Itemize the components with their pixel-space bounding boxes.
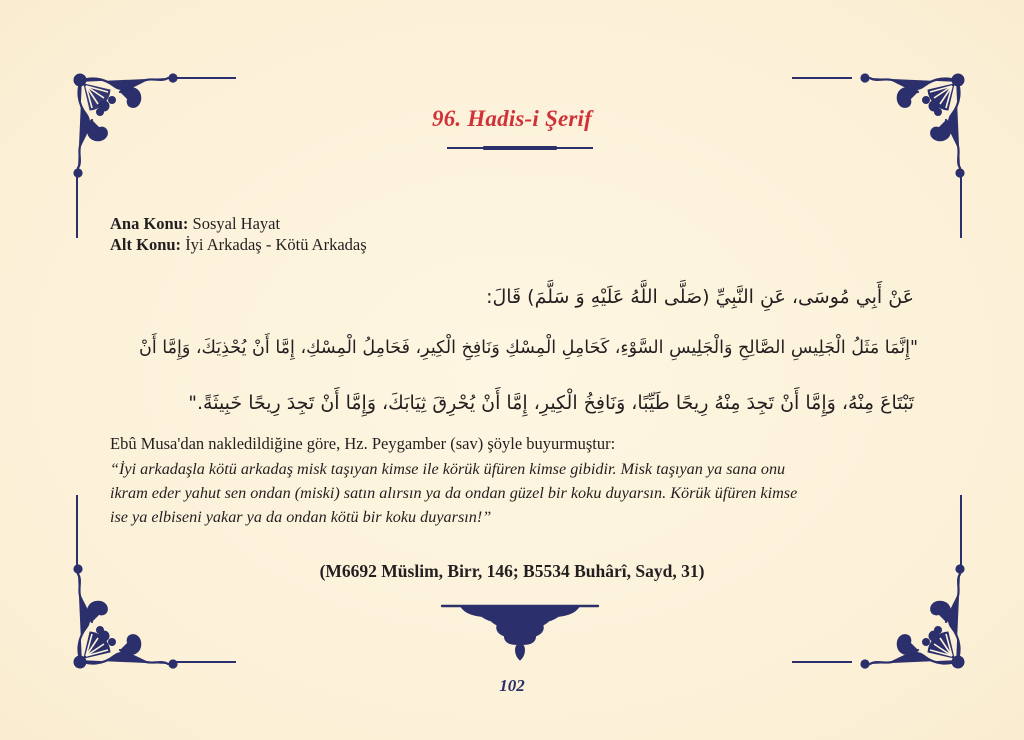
translation-quote-line-3: ise ya elbiseni yakar ya da ondan kötü bir koku duyarsın!” — [110, 508, 492, 526]
border-bottom-right-segment — [792, 661, 852, 663]
border-right-bottom-segment — [960, 495, 962, 565]
translation-intro: Ebû Musa'dan nakledildiğine göre, Hz. Peygamber (sav) şöyle buyurmuştur: — [110, 434, 616, 453]
knot-flourish-ornament — [440, 603, 600, 663]
translation-quote-line-1: “İyi arkadaşla kötü arkadaş misk taşıyan kimse ile körük üfüren kimse gibidir. Misk taşıyan ya sana onu — [110, 460, 786, 478]
border-right-top-segment — [960, 176, 962, 238]
main-topic — [110, 214, 280, 234]
sub-topic-value: İyi Arkadaş - Kötü Arkadaş — [185, 235, 367, 254]
sub-topic — [110, 235, 367, 255]
border-left-bottom-segment — [76, 495, 78, 565]
page-number: 102 — [499, 676, 525, 695]
arabic-line-1: عَنْ أَبِي مُوسَى، عَنِ النَّبِيِّ (صَلَّى اللَّهُ عَلَيْهِ وَ سَلَّمَ) قَالَ: — [486, 286, 914, 308]
hadith-title: 96. Hadis-i Şerif — [432, 106, 592, 131]
main-topic-label: Ana Konu: — [110, 214, 189, 233]
border-top-left-segment — [176, 77, 236, 79]
source-citation: (M6692 Müslim, Birr, 146; B5534 Buhârî, Sayd, 31) — [319, 561, 705, 581]
sub-topic-label: Alt Konu: — [110, 235, 182, 254]
border-left-top-segment — [76, 176, 78, 238]
border-bottom-left-segment — [176, 661, 236, 663]
main-topic-value: Sosyal Hayat — [192, 214, 281, 233]
arabic-line-2: "إِنَّمَا مَثَلُ الْجَلِيسِ الصَّالِحِ وَالْجَلِيسِ السَّوْءِ، كَحَامِلِ الْمِسْكِ وَنَافِخِ الْكِيرِ، فَحَامِلُ الْمِسْكِ، إِمَّا أَنْ يُحْذِيَكَ، وَإِمَّا أَنْ — [139, 338, 918, 358]
title-underline-accent — [483, 146, 557, 150]
arabic-line-3: تَبْتَاعَ مِنْهُ، وَإِمَّا أَنْ تَجِدَ مِنْهُ رِيحًا طَيِّبًا، وَنَافِخُ الْكِيرِ، إِمَّا أَنْ يُحْرِقَ ثِيَابَكَ، وَإِمَّا أَنْ تَجِدَ رِيحًا خَبِيثَةً." — [188, 392, 914, 414]
translation-quote-line-2: ikram eder yahut sen ondan (miski) satın alırsın ya da ondan güzel bir koku duyarsın. Körük üfüren kimse — [110, 484, 798, 502]
border-top-right-segment — [792, 77, 852, 79]
